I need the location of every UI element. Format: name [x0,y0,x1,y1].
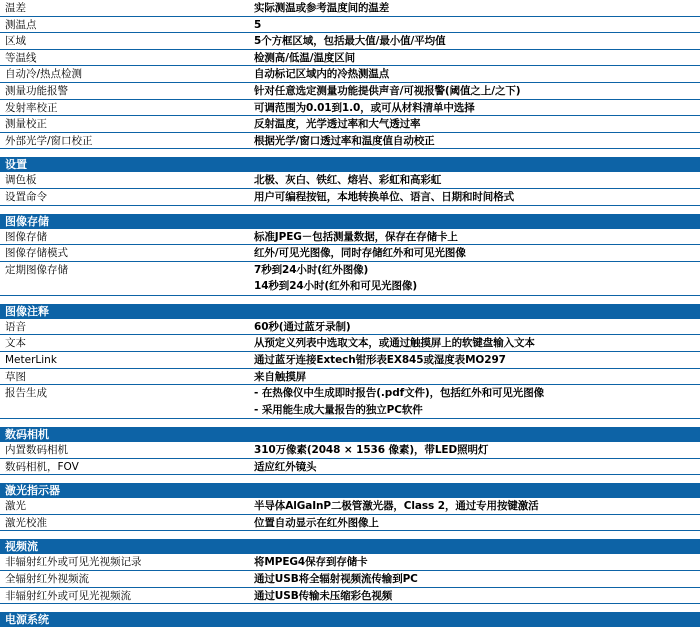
spec-row [0,100,700,117]
spec-value: 半导体AlGaInP二极管激光器，Class 2，通过专用按键激活 [254,500,539,513]
spec-row [0,319,700,336]
spec-value: 实际测温或参考温度间的温差 [254,2,390,14]
spec-row [0,459,700,476]
spec-row [0,133,700,150]
spec-value: 310万像素(2048 × 1536 像素)，带LED照明灯 [254,444,489,457]
section-gap [0,604,700,612]
spec-label: 文本 [5,337,26,350]
power-section [0,612,700,627]
spec-value: 将MPEG4保存到存储卡 [254,556,368,569]
spec-label: 全辐射红外视频流 [5,573,89,586]
spec-label: 语音 [5,320,26,333]
section-header-power: 电源系统 [0,612,700,627]
spec-row [0,172,700,189]
spec-label: 图像存储模式 [5,247,68,260]
spec-label: 激光 [5,500,26,513]
spec-value: 用户可编程按钮，本地转换单位、语言、日期和时间格式 [254,190,514,203]
section-header-camera: 数码相机 [0,427,700,442]
spec-label: 数码相机，FOV [5,460,79,473]
section-header-image-storage: 图像存储 [0,214,700,229]
spec-value-line: - 采用能生成大量报告的独立PC软件 [254,403,423,416]
spec-label: 内置数码相机 [5,444,68,457]
spec-row [0,588,700,605]
measurement-block [0,0,700,149]
spec-row [0,515,700,532]
spec-row [0,554,700,571]
spec-row [0,335,700,352]
spec-row [0,385,700,419]
spec-row [0,245,700,262]
section-header-laser: 激光指示器 [0,483,700,498]
section-gap [0,206,700,214]
spec-value-line: 7秒到24小时(红外图像) [254,263,369,276]
spec-label: 发射率校正 [5,101,58,114]
spec-label: 测量校正 [5,118,47,131]
spec-label: 定期图像存储 [5,263,68,276]
spec-label: 图像存储 [5,230,47,243]
laser-section [0,483,700,531]
spec-row [0,0,700,17]
spec-row [0,262,700,296]
spec-value-line: 14秒到24小时(红外和可见光图像) [254,280,418,293]
spec-label: 测温点 [5,18,37,31]
camera-section [0,427,700,475]
spec-label: 设置命令 [5,190,47,203]
section-gap [0,296,700,304]
spec-label: 非辐射红外或可见光视频流 [5,589,131,602]
section-gap [0,419,700,427]
spec-value: 通过USB将全辐射视频流传输到PC [254,573,418,586]
spec-value: 适应红外镜头 [254,460,317,473]
annotation-section [0,304,700,419]
spec-label: 等温线 [5,51,37,64]
spec-value: 5 [254,18,262,31]
spec-label: 自动冷/热点检测 [5,68,83,81]
spec-label: 区域 [5,35,26,48]
spec-value [254,262,700,295]
spec-value: 针对任意选定测量功能提供声音/可视报警(阈值之上/之下) [254,84,521,97]
spec-value: 位置自动显示在红外图像上 [254,516,379,529]
spec-row [0,442,700,459]
spec-label: 非辐射红外或可见光视频记录 [5,556,142,569]
section-gap [0,149,700,157]
spec-value: 北极、灰白、铁红、熔岩、彩虹和高彩虹 [254,174,442,187]
image-storage-section [0,214,700,296]
spec-row [0,33,700,50]
spec-row [0,352,700,369]
spec-label: 温差 [5,2,26,14]
section-header-settings: 设置 [0,157,700,172]
spec-value: 检测高/低温/温度区间 [254,51,356,64]
spec-row [0,66,700,83]
spec-row [0,229,700,246]
spec-row [0,189,700,206]
section-header-annotation: 图像注释 [0,304,700,319]
spec-value: 60秒(通过蓝牙录制) [254,320,351,333]
spec-value: 反射温度，光学透过率和大气透过率 [254,118,421,131]
spec-value: 5个方框区域，包括最大值/最小值/平均值 [254,35,446,48]
spec-label: 调色板 [5,174,37,187]
spec-value: 可调范围为0.01到1.0，或可从材料清单中选择 [254,101,475,114]
spec-value: 通过蓝牙连接Extech钳形表EX845或湿度表MO297 [254,353,506,366]
spec-value [254,385,700,418]
spec-row [0,369,700,386]
spec-value-line: - 在热像仪中生成即时报告(.pdf文件)，包括红外和可见光图像 [254,387,544,400]
spec-value: 通过USB传输未压缩彩色视频 [254,589,393,602]
spec-value: 从预定义列表中选取文本，或通过触摸屏上的软键盘输入文本 [254,337,535,350]
spec-row [0,83,700,100]
spec-row [0,571,700,588]
spec-value: 红外/可见光图像，同时存储红外和可见光图像 [254,247,466,260]
spec-value: 来自触摸屏 [254,370,306,383]
spec-label: 外部光学/窗口校正 [5,134,93,147]
spec-value: 标准JPEG－包括测量数据，保存在存储卡上 [254,230,458,243]
spec-label: 测量功能报警 [5,84,68,97]
spec-label: MeterLink [5,353,57,366]
spec-row [0,50,700,67]
section-gap [0,475,700,483]
spec-row [0,116,700,133]
spec-value: 根据光学/窗口透过率和温度值自动校正 [254,134,435,147]
section-gap [0,531,700,539]
spec-row [0,498,700,515]
video-section [0,539,700,604]
spec-value: 自动标记区域内的冷热测温点 [254,68,390,81]
settings-section [0,157,700,205]
spec-label: 草图 [5,370,26,383]
spec-label: 激光校准 [5,516,47,529]
spec-row [0,17,700,34]
spec-label: 报告生成 [5,387,47,400]
section-header-video: 视频流 [0,539,700,554]
